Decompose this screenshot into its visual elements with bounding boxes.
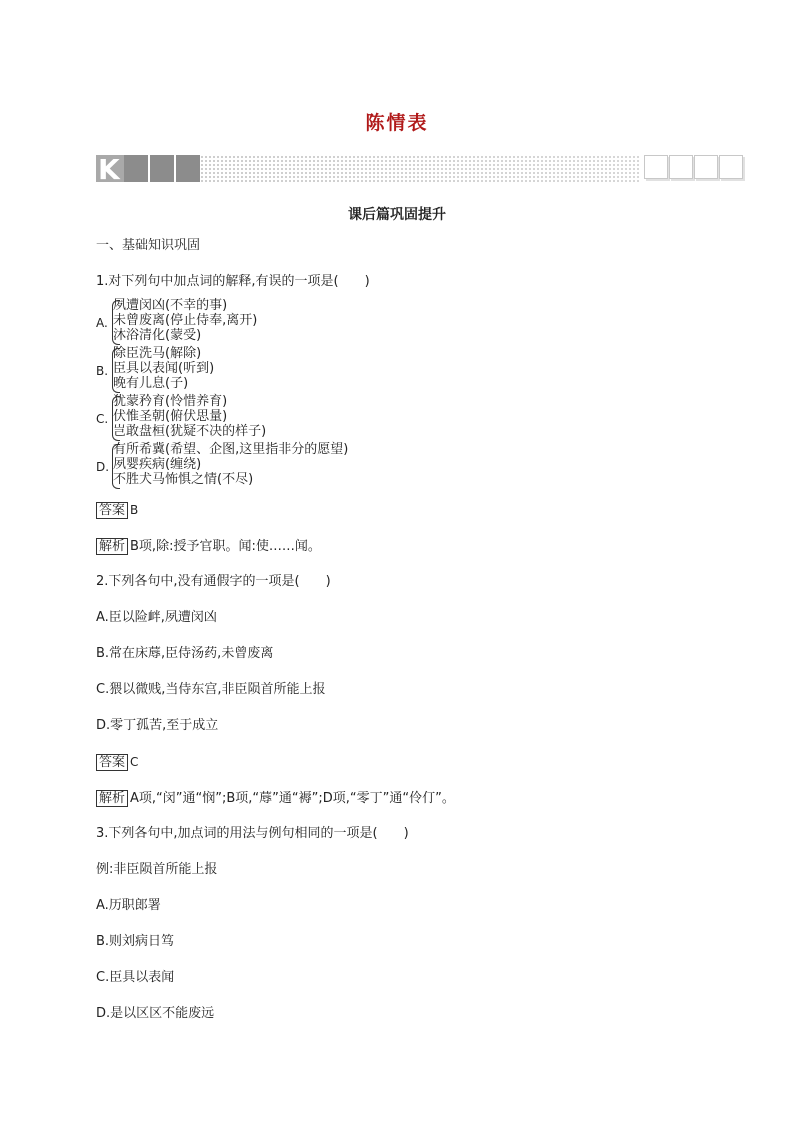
question-2-answer xyxy=(96,754,138,771)
banner-outline-box xyxy=(719,155,743,179)
option-item: 沐浴清化(蒙受) xyxy=(113,328,202,343)
question-2-option-c: C.猥以微贱,当侍东宫,非臣陨首所能上报 xyxy=(96,682,326,697)
question-3-option-a: A.历职郎署 xyxy=(96,898,161,913)
answer-value: C xyxy=(130,755,139,769)
banner-logo-letter: K xyxy=(98,153,120,186)
banner-dark-block xyxy=(150,155,174,182)
option-letter: D. xyxy=(96,460,110,474)
question-1-stem: 1.对下列句中加点词的解释,有误的一项是( ) xyxy=(96,274,370,289)
answer-value: B xyxy=(130,503,139,517)
banner-dot-fade xyxy=(200,155,640,182)
banner-outline-box xyxy=(669,155,693,179)
banner-dark-block xyxy=(124,155,148,182)
question-2-analysis xyxy=(96,790,455,807)
banner-outline-box xyxy=(694,155,718,179)
option-item: 犹蒙矜育(怜惜养育) xyxy=(113,394,228,409)
question-1-answer xyxy=(96,502,138,519)
section-heading: 课后篇巩固提升 xyxy=(348,207,446,223)
question-3-stem: 3.下列各句中,加点词的用法与例句相同的一项是( ) xyxy=(96,826,409,841)
banner-dark-block xyxy=(176,155,200,182)
option-item: 岂敢盘桓(犹疑不决的样子) xyxy=(113,424,267,439)
option-letter: B. xyxy=(96,364,109,378)
analysis-tag: 解析 xyxy=(96,538,128,555)
page-title: 陈情表 xyxy=(365,112,429,134)
part-heading: 一、基础知识巩固 xyxy=(96,238,201,253)
question-2-option-b: B.常在床蓐,臣侍汤药,未曾废离 xyxy=(96,646,274,661)
question-1-analysis xyxy=(96,538,321,555)
option-letter: A. xyxy=(96,316,108,330)
decorative-banner xyxy=(96,153,746,186)
option-item: 夙遭闵凶(不幸的事) xyxy=(113,298,228,313)
analysis-text: A项,“闵”通“悯”;B项,“蓐”通“褥”;D项,“零丁”通“伶仃”。 xyxy=(130,791,455,806)
question-3-option-d: D.是以区区不能废远 xyxy=(96,1006,215,1021)
question-3-option-b: B.则刘病日笃 xyxy=(96,934,175,949)
option-item: 晚有儿息(子) xyxy=(113,376,189,391)
option-item: 除臣洗马(解除) xyxy=(113,346,202,361)
banner-outline-box xyxy=(644,155,668,179)
answer-tag: 答案 xyxy=(96,754,128,771)
analysis-tag: 解析 xyxy=(96,790,128,807)
question-3-option-c: C.臣具以表闻 xyxy=(96,970,175,985)
option-item: 有所希冀(希望、企图,这里指非分的愿望) xyxy=(113,442,349,457)
option-letter: C. xyxy=(96,412,109,426)
answer-tag: 答案 xyxy=(96,502,128,519)
banner-logo-block xyxy=(96,153,124,186)
question-2-option-a: A.臣以险衅,夙遭闵凶 xyxy=(96,610,217,625)
option-item: 不胜犬马怖惧之情(不尽) xyxy=(113,472,254,487)
option-item: 夙婴疾病(缠绕) xyxy=(113,457,202,472)
option-item: 臣具以表闻(听到) xyxy=(113,361,215,376)
analysis-text: B项,除:授予官职。闻:使……闻。 xyxy=(130,539,321,554)
option-item: 未曾废离(停止侍奉,离开) xyxy=(113,313,258,328)
question-2-stem: 2.下列各句中,没有通假字的一项是( ) xyxy=(96,574,331,589)
question-3-example: 例:非臣陨首所能上报 xyxy=(96,862,218,877)
option-item: 伏惟圣朝(俯伏思量) xyxy=(113,409,228,424)
question-2-option-d: D.零丁孤苦,至于成立 xyxy=(96,718,219,733)
